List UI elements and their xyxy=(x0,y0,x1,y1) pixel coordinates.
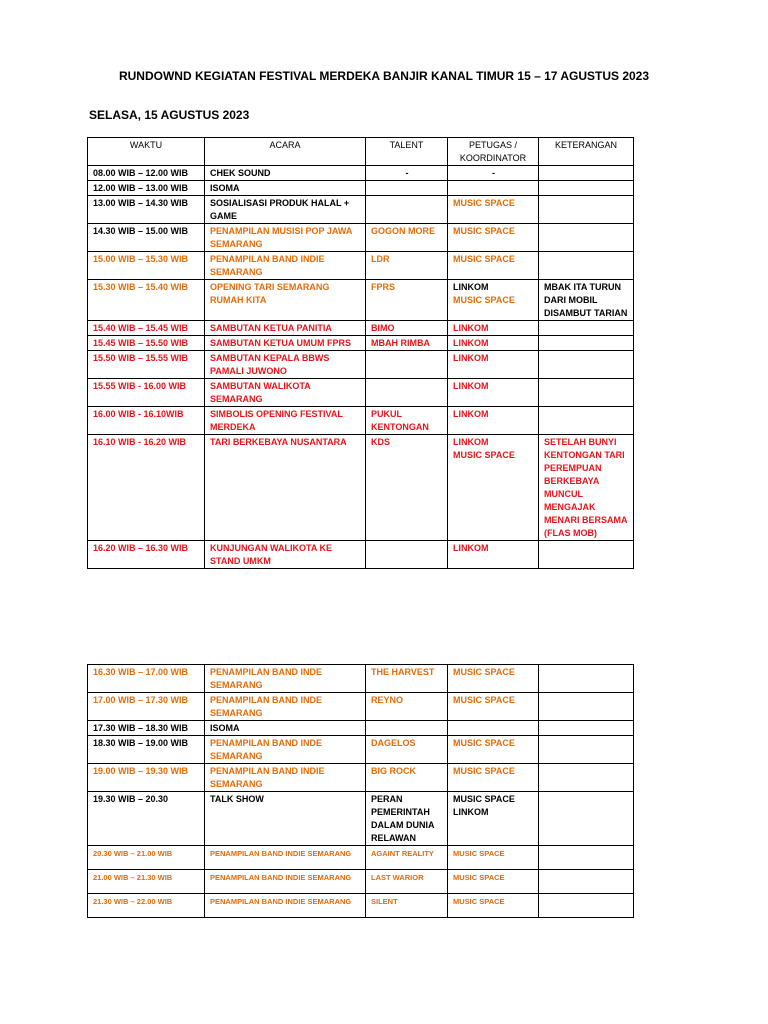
cell-talent: KDS xyxy=(366,435,448,541)
petugas-line: LINKOM xyxy=(453,282,489,292)
petugas-line: LINKOM xyxy=(453,353,489,363)
cell-acara: PENAMPILAN BAND INDE SEMARANG xyxy=(205,736,366,764)
rundown-table-2 xyxy=(87,664,634,918)
cell-talent: REYNO xyxy=(366,693,448,721)
table-row xyxy=(88,336,634,351)
cell-acara: SAMBUTAN KETUA UMUM FPRS xyxy=(205,336,366,351)
table-row xyxy=(88,280,634,321)
cell-acara: KUNJUNGAN WALIKOTA KE STAND UMKM xyxy=(205,541,366,569)
petugas-line: MUSIC SPACE xyxy=(453,738,515,748)
cell-waktu: 19.00 WIB – 19.30 WIB xyxy=(88,764,205,792)
cell-acara: ISOMA xyxy=(205,721,366,736)
cell-petugas xyxy=(448,321,539,336)
cell-keterangan xyxy=(539,894,634,918)
cell-acara: PENAMPILAN BAND INDE SEMARANG xyxy=(205,665,366,693)
cell-petugas xyxy=(448,351,539,379)
cell-petugas xyxy=(448,792,539,846)
cell-talent: PERAN PEMERINTAH DALAM DUNIA RELAWAN xyxy=(366,792,448,846)
rundown-table-1 xyxy=(87,137,634,569)
cell-acara: CHEK SOUND xyxy=(205,166,366,181)
cell-talent xyxy=(366,181,448,196)
cell-petugas xyxy=(448,252,539,280)
petugas-line: LINKOM xyxy=(453,409,489,419)
petugas-line: LINKOM xyxy=(453,323,489,333)
cell-talent: THE HARVEST xyxy=(366,665,448,693)
cell-acara: SAMBUTAN WALIKOTA SEMARANG xyxy=(205,379,366,407)
cell-acara: SOSIALISASI PRODUK HALAL + GAME xyxy=(205,196,366,224)
table-row xyxy=(88,252,634,280)
cell-waktu: 16.20 WIB – 16.30 WIB xyxy=(88,541,205,569)
table-header-row xyxy=(88,138,634,166)
table-row xyxy=(88,407,634,435)
cell-keterangan xyxy=(539,336,634,351)
cell-waktu: 15.55 WIB - 16.00 WIB xyxy=(88,379,205,407)
cell-keterangan xyxy=(539,693,634,721)
cell-petugas xyxy=(448,894,539,918)
cell-waktu: 16.00 WIB - 16.10WIB xyxy=(88,407,205,435)
cell-petugas xyxy=(448,764,539,792)
cell-petugas xyxy=(448,721,539,736)
cell-keterangan xyxy=(539,721,634,736)
table-row xyxy=(88,721,634,736)
cell-talent: LDR xyxy=(366,252,448,280)
table-row xyxy=(88,224,634,252)
cell-keterangan xyxy=(539,196,634,224)
petugas-line: LINKOM xyxy=(453,338,489,348)
table-row xyxy=(88,894,634,918)
cell-waktu: 12.00 WIB – 13.00 WIB xyxy=(88,181,205,196)
cell-keterangan xyxy=(539,665,634,693)
petugas-line: MUSIC SPACE xyxy=(453,450,515,460)
petugas-line: MUSIC SPACE xyxy=(453,254,515,264)
cell-talent: SILENT xyxy=(366,894,448,918)
cell-waktu: 20.30 WIB – 21.00 WIB xyxy=(88,846,205,870)
cell-petugas xyxy=(448,693,539,721)
cell-acara: PENAMPILAN BAND INDIE SEMARANG xyxy=(205,894,366,918)
cell-petugas xyxy=(448,435,539,541)
cell-talent: BIMO xyxy=(366,321,448,336)
table-row xyxy=(88,736,634,764)
cell-acara: SIMBOLIS OPENING FESTIVAL MERDEKA xyxy=(205,407,366,435)
cell-keterangan xyxy=(539,252,634,280)
cell-acara: TALK SHOW xyxy=(205,792,366,846)
cell-talent xyxy=(366,196,448,224)
header-petugas: PETUGAS / KOORDINATOR xyxy=(448,138,539,166)
cell-waktu: 18.30 WIB – 19.00 WIB xyxy=(88,736,205,764)
table-row xyxy=(88,541,634,569)
cell-acara: OPENING TARI SEMARANG RUMAH KITA xyxy=(205,280,366,321)
cell-talent: AGAINT REALITY xyxy=(366,846,448,870)
cell-keterangan xyxy=(539,351,634,379)
cell-waktu: 17.30 WIB – 18.30 WIB xyxy=(88,721,205,736)
cell-acara: SAMBUTAN KEPALA BBWS PAMALI JUWONO xyxy=(205,351,366,379)
petugas-line: MUSIC SPACE xyxy=(453,295,515,305)
cell-acara: PENAMPILAN BAND INDE SEMARANG xyxy=(205,693,366,721)
cell-petugas xyxy=(448,336,539,351)
petugas-line: LINKOM xyxy=(453,543,489,553)
cell-acara: PENAMPILAN BAND INDIE SEMARANG xyxy=(205,846,366,870)
cell-talent xyxy=(366,351,448,379)
cell-petugas xyxy=(448,379,539,407)
cell-petugas xyxy=(448,166,539,181)
table-row xyxy=(88,196,634,224)
cell-talent: - xyxy=(366,166,448,181)
cell-petugas xyxy=(448,541,539,569)
cell-talent: FPRS xyxy=(366,280,448,321)
cell-acara: SAMBUTAN KETUA PANITIA xyxy=(205,321,366,336)
table-row xyxy=(88,693,634,721)
table-row xyxy=(88,792,634,846)
cell-waktu: 16.30 WIB – 17.00 WIB xyxy=(88,665,205,693)
cell-petugas xyxy=(448,736,539,764)
table-row xyxy=(88,435,634,541)
cell-waktu: 15.30 WIB – 15.40 WIB xyxy=(88,280,205,321)
cell-talent: DAGELOS xyxy=(366,736,448,764)
cell-waktu: 15.50 WIB – 15.55 WIB xyxy=(88,351,205,379)
header-waktu: WAKTU xyxy=(88,138,205,166)
petugas-line: MUSIC SPACE xyxy=(453,873,505,882)
cell-acara: TARI BERKEBAYA NUSANTARA xyxy=(205,435,366,541)
table-row xyxy=(88,166,634,181)
cell-acara: PENAMPILAN MUSISI POP JAWA SEMARANG xyxy=(205,224,366,252)
table-row xyxy=(88,665,634,693)
cell-keterangan: MBAK ITA TURUN DARI MOBIL DISAMBUT TARIAN xyxy=(539,280,634,321)
header-acara: ACARA xyxy=(205,138,366,166)
cell-waktu: 08.00 WIB – 12.00 WIB xyxy=(88,166,205,181)
table-row xyxy=(88,764,634,792)
cell-petugas xyxy=(448,224,539,252)
cell-waktu: 14.30 WIB – 15.00 WIB xyxy=(88,224,205,252)
cell-talent: GOGON MORE xyxy=(366,224,448,252)
cell-acara: PENAMPILAN BAND INDIE SEMARANG xyxy=(205,870,366,894)
cell-keterangan xyxy=(539,321,634,336)
cell-keterangan xyxy=(539,224,634,252)
table-row xyxy=(88,321,634,336)
cell-petugas xyxy=(448,870,539,894)
cell-talent: PUKUL KENTONGAN xyxy=(366,407,448,435)
petugas-line: MUSIC SPACE xyxy=(453,226,515,236)
cell-keterangan xyxy=(539,846,634,870)
table-row xyxy=(88,870,634,894)
table-1-body xyxy=(88,166,634,569)
cell-talent: BIG ROCK xyxy=(366,764,448,792)
cell-acara: PENAMPILAN BAND INDIE SEMARANG xyxy=(205,764,366,792)
schedule-date: SELASA, 15 AGUSTUS 2023 xyxy=(89,108,250,122)
cell-petugas xyxy=(448,407,539,435)
cell-petugas xyxy=(448,181,539,196)
cell-keterangan xyxy=(539,736,634,764)
cell-waktu: 15.40 WIB – 15.45 WIB xyxy=(88,321,205,336)
header-keterangan: KETERANGAN xyxy=(539,138,634,166)
petugas-line: MUSIC SPACE xyxy=(453,667,515,677)
cell-keterangan xyxy=(539,166,634,181)
cell-talent: MBAH RIMBA xyxy=(366,336,448,351)
table-row xyxy=(88,351,634,379)
table-row xyxy=(88,181,634,196)
cell-waktu: 15.00 WIB – 15.30 WIB xyxy=(88,252,205,280)
cell-keterangan xyxy=(539,541,634,569)
cell-keterangan xyxy=(539,379,634,407)
cell-keterangan xyxy=(539,870,634,894)
cell-keterangan xyxy=(539,181,634,196)
petugas-line: LINKOM xyxy=(453,807,489,817)
cell-petugas xyxy=(448,665,539,693)
cell-talent xyxy=(366,721,448,736)
cell-petugas xyxy=(448,280,539,321)
cell-acara: PENAMPILAN BAND INDIE SEMARANG xyxy=(205,252,366,280)
cell-waktu: 19.30 WIB – 20.30 xyxy=(88,792,205,846)
petugas-line: MUSIC SPACE xyxy=(453,198,515,208)
petugas-line: MUSIC SPACE xyxy=(453,794,515,804)
petugas-line: MUSIC SPACE xyxy=(453,849,505,858)
cell-petugas xyxy=(448,846,539,870)
table-row xyxy=(88,379,634,407)
cell-waktu: 21.30 WIB – 22.00 WIB xyxy=(88,894,205,918)
cell-keterangan xyxy=(539,764,634,792)
petugas-line: MUSIC SPACE xyxy=(453,766,515,776)
petugas-line: LINKOM xyxy=(453,437,489,447)
header-talent: TALENT xyxy=(366,138,448,166)
petugas-line: - xyxy=(492,168,495,178)
petugas-line: MUSIC SPACE xyxy=(453,897,505,906)
cell-keterangan: SETELAH BUNYI KENTONGAN TARI PEREMPUAN BERKEBAYA MUNCUL MENGAJAK MENARI BERSAMA (FLAS MOB) xyxy=(539,435,634,541)
cell-petugas xyxy=(448,196,539,224)
cell-waktu: 17.00 WIB – 17.30 WIB xyxy=(88,693,205,721)
table-2-body xyxy=(88,665,634,918)
cell-talent xyxy=(366,379,448,407)
cell-acara: ISOMA xyxy=(205,181,366,196)
cell-waktu: 16.10 WIB - 16.20 WIB xyxy=(88,435,205,541)
cell-waktu: 13.00 WIB – 14.30 WIB xyxy=(88,196,205,224)
cell-talent xyxy=(366,541,448,569)
cell-talent: LAST WARIOR xyxy=(366,870,448,894)
cell-waktu: 15.45 WIB – 15.50 WIB xyxy=(88,336,205,351)
petugas-line: MUSIC SPACE xyxy=(453,695,515,705)
cell-keterangan xyxy=(539,792,634,846)
table-row xyxy=(88,846,634,870)
document-title: RUNDOWND KEGIATAN FESTIVAL MERDEKA BANJIR KANAL TIMUR 15 – 17 AGUSTUS 2023 xyxy=(118,69,650,83)
petugas-line: LINKOM xyxy=(453,381,489,391)
cell-keterangan xyxy=(539,407,634,435)
cell-waktu: 21.00 WIB – 21.30 WIB xyxy=(88,870,205,894)
